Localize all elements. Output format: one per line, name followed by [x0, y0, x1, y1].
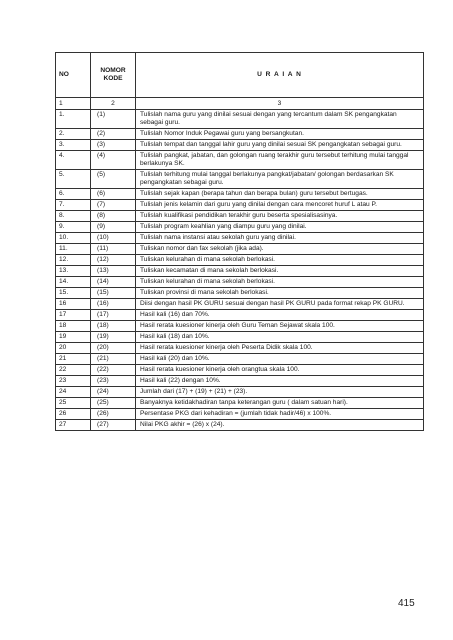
row-description: Tulislah tempat dan tanggal lahir guru yang dinilai sesuai SK pengangkatan sebagai guru. [136, 140, 424, 151]
row-code: (3) [91, 140, 136, 151]
header-kode: NOMOR KODE [91, 53, 136, 98]
table-row [56, 354, 424, 365]
description-table [55, 52, 424, 431]
row-description: Tulislah nama instansi atau sekolah guru yang dinilai. [136, 233, 424, 244]
table-row [56, 365, 424, 376]
row-code: (17) [91, 310, 136, 321]
row-number: 23 [56, 376, 91, 387]
row-number: 21 [56, 354, 91, 365]
header-uraian: U R A I A N [136, 53, 424, 98]
row-code: (14) [91, 277, 136, 288]
row-number: 9. [56, 222, 91, 233]
row-description: Tuliskan kelurahan di mana sekolah berlokasi. [136, 277, 424, 288]
table-row [56, 151, 424, 170]
table-row [56, 170, 424, 189]
header-no: NO [56, 53, 91, 98]
row-number: 2. [56, 129, 91, 140]
table-row [56, 387, 424, 398]
row-description: Diisi dengan hasil PK GURU sesuai dengan hasil PK GURU pada format rekap PK GURU. [136, 299, 424, 310]
row-description: Tulislah jenis kelamin dari guru yang dinilai dengan cara mencoret huruf L atau P. [136, 200, 424, 211]
row-code: (27) [91, 420, 136, 431]
row-description: Hasil kali (22) dengan 10%. [136, 376, 424, 387]
table-row [56, 189, 424, 200]
index-2: 2 [91, 98, 136, 110]
row-number: 10. [56, 233, 91, 244]
table-row [56, 222, 424, 233]
table-row [56, 376, 424, 387]
row-description: Hasil rerata kuesioner kinerja oleh Guru Teman Sejawat skala 100. [136, 321, 424, 332]
row-code: (15) [91, 288, 136, 299]
table-row [56, 420, 424, 431]
row-description: Tulislah Nomor Induk Pegawai guru yang bersangkutan. [136, 129, 424, 140]
row-code: (7) [91, 200, 136, 211]
row-description: Hasil kali (18) dan 10%. [136, 332, 424, 343]
row-code: (20) [91, 343, 136, 354]
row-description: Hasil kali (20) dan 10%. [136, 354, 424, 365]
row-description: Hasil rerata kuesioner kinerja oleh Peserta Didik skala 100. [136, 343, 424, 354]
row-number: 16 [56, 299, 91, 310]
row-code: (6) [91, 189, 136, 200]
row-description: Hasil kali (16) dan 70%. [136, 310, 424, 321]
table-header-row [56, 53, 424, 98]
row-code: (23) [91, 376, 136, 387]
table-row [56, 110, 424, 129]
row-code: (26) [91, 409, 136, 420]
table-row [56, 343, 424, 354]
row-code: (13) [91, 266, 136, 277]
row-number: 5. [56, 170, 91, 189]
row-number: 4. [56, 151, 91, 170]
row-code: (19) [91, 332, 136, 343]
row-code: (5) [91, 170, 136, 189]
row-code: (24) [91, 387, 136, 398]
row-number: 12. [56, 255, 91, 266]
row-number: 7. [56, 200, 91, 211]
index-1: 1 [56, 98, 91, 110]
row-number: 14. [56, 277, 91, 288]
row-number: 1. [56, 110, 91, 129]
row-code: (18) [91, 321, 136, 332]
table-row [56, 266, 424, 277]
table-row [56, 277, 424, 288]
row-code: (12) [91, 255, 136, 266]
row-number: 13. [56, 266, 91, 277]
row-description: Tulislah pangkat, jabatan, dan golongan ruang terakhir guru tersebut terhitung mulai tanggal berlakunya SK. [136, 151, 424, 170]
row-number: 3. [56, 140, 91, 151]
row-code: (22) [91, 365, 136, 376]
row-description: Tuliskan kelurahan di mana sekolah berlokasi. [136, 255, 424, 266]
table-row [56, 244, 424, 255]
row-code: (8) [91, 211, 136, 222]
table-row [56, 299, 424, 310]
row-code: (25) [91, 398, 136, 409]
row-code: (2) [91, 129, 136, 140]
page-number: 415 [398, 598, 415, 609]
row-number: 26 [56, 409, 91, 420]
row-number: 25 [56, 398, 91, 409]
row-description: Persentase PKG dari kehadiran = (jumlah tidak hadir/46) x 100%. [136, 409, 424, 420]
row-description: Tulislah program keahlian yang diampu guru yang dinilai. [136, 222, 424, 233]
row-code: (10) [91, 233, 136, 244]
row-number: 15. [56, 288, 91, 299]
table-row [56, 409, 424, 420]
row-number: 19 [56, 332, 91, 343]
row-description: Tulislah sejak kapan (berapa tahun dan berapa bulan) guru tersebut bertugas. [136, 189, 424, 200]
row-number: 24 [56, 387, 91, 398]
row-description: Tulislah terhitung mulai tanggal berlakunya pangkat/jabatan/ golongan berdasarkan SK pengangkatan sebagai guru. [136, 170, 424, 189]
row-description: Tulislah nama guru yang dinilai sesuai dengan yang tercantum dalam SK pengangkatan sebagai guru. [136, 110, 424, 129]
row-description: Tulislah kualifikasi pendidikan terakhir guru beserta spesialisasinya. [136, 211, 424, 222]
row-description: Hasil rerata kuesioner kinerja oleh orangtua skala 100. [136, 365, 424, 376]
row-description: Banyaknya ketidakhadiran tanpa keterangan guru ( dalam satuan hari). [136, 398, 424, 409]
table-row [56, 310, 424, 321]
row-number: 17 [56, 310, 91, 321]
row-code: (1) [91, 110, 136, 129]
row-code: (16) [91, 299, 136, 310]
row-number: 6. [56, 189, 91, 200]
index-3: 3 [136, 98, 424, 110]
row-number: 20 [56, 343, 91, 354]
table-row [56, 255, 424, 266]
row-description: Jumlah dari (17) + (19) + (21) + (23). [136, 387, 424, 398]
row-number: 8. [56, 211, 91, 222]
row-description: Tuliskan nomor dan fax sekolah (jika ada). [136, 244, 424, 255]
table-row [56, 398, 424, 409]
row-number: 11. [56, 244, 91, 255]
row-number: 18 [56, 321, 91, 332]
row-code: (21) [91, 354, 136, 365]
row-description: Tuliskan provinsi di mana sekolah berlokasi. [136, 288, 424, 299]
table-row [56, 211, 424, 222]
table-row [56, 332, 424, 343]
row-number: 22 [56, 365, 91, 376]
row-number: 27 [56, 420, 91, 431]
table-row [56, 129, 424, 140]
table-row [56, 200, 424, 211]
row-code: (4) [91, 151, 136, 170]
row-description: Nilai PKG akhir = (26) x (24). [136, 420, 424, 431]
table-row [56, 288, 424, 299]
table-row [56, 321, 424, 332]
row-code: (11) [91, 244, 136, 255]
column-index-row [56, 98, 424, 110]
row-code: (9) [91, 222, 136, 233]
table-row [56, 233, 424, 244]
row-description: Tuliskan kecamatan di mana sekolah berlokasi. [136, 266, 424, 277]
table-row [56, 140, 424, 151]
